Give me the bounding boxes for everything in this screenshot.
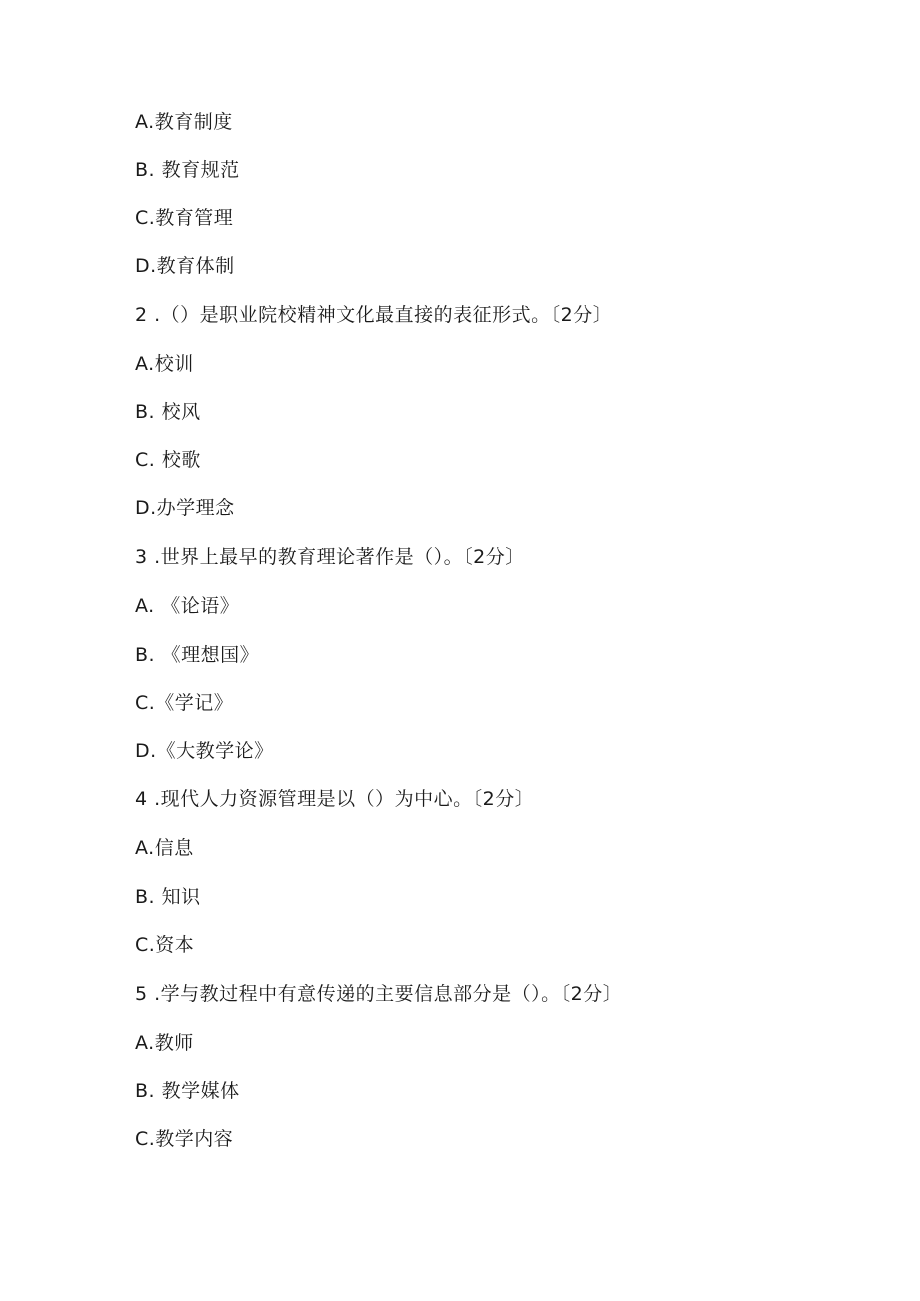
q4-option-c: C.资本 — [135, 934, 195, 956]
q3-option-c: C.《学记》 — [135, 692, 234, 714]
q2-option-c: C. 校歌 — [135, 449, 201, 471]
q1-option-a: A.教育制度 — [135, 111, 233, 133]
q5-option-c: C.教学内容 — [135, 1128, 234, 1150]
q5-option-b: B. 教学媒体 — [135, 1080, 240, 1102]
q2-option-b: B. 校风 — [135, 401, 201, 423]
q2-option-d: D.办学理念 — [135, 497, 235, 519]
q5-question: 5 .学与教过程中有意传递的主要信息部分是（）。〔2分〕 — [135, 983, 623, 1005]
q3-option-b: B. 《理想国》 — [135, 644, 260, 666]
q4-option-a: A.信息 — [135, 837, 194, 859]
q1-option-b: B. 教育规范 — [135, 159, 240, 181]
q3-option-d: D.《大教学论》 — [135, 740, 274, 762]
q2-question: 2 .（）是职业院校精神文化最直接的表征形式。〔2分〕 — [135, 304, 613, 326]
q5-option-a: A.教师 — [135, 1032, 194, 1054]
q1-option-c: C.教育管理 — [135, 207, 234, 229]
q1-option-d: D.教育体制 — [135, 255, 235, 277]
q2-option-a: A.校训 — [135, 353, 194, 375]
q4-question: 4 .现代人力资源管理是以（）为中心。〔2分〕 — [135, 788, 535, 810]
q4-option-b: B. 知识 — [135, 886, 201, 908]
q3-option-a: A. 《论语》 — [135, 595, 240, 617]
q3-question: 3 .世界上最早的教育理论著作是（）。〔2分〕 — [135, 546, 525, 568]
